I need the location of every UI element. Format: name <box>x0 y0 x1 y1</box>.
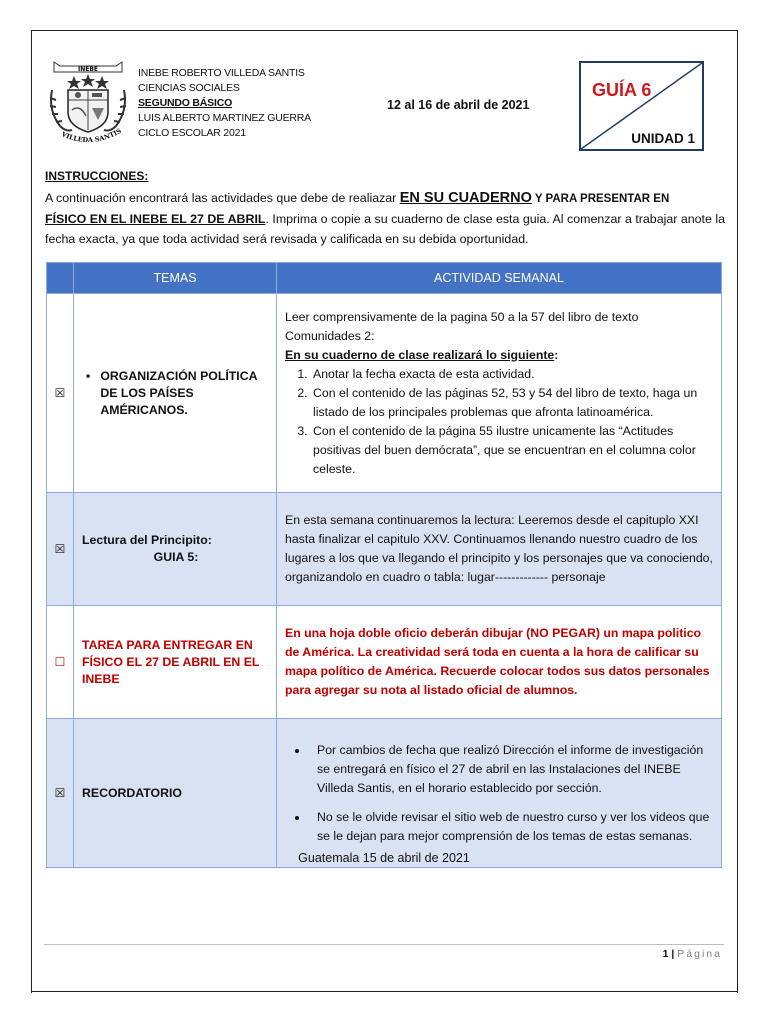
row3-checkbox[interactable]: ☐ <box>47 606 74 719</box>
row1-subheading <box>285 346 713 365</box>
header-actividad: ACTIVIDAD SEMANAL <box>277 263 722 294</box>
instructions-caps: Y PARA PRESENTAR EN <box>531 193 670 205</box>
table-row <box>47 719 722 868</box>
row1-intro: Leer comprensivamente de la pagina 50 a la 57 del libro de texto Comunidades 2: <box>285 309 639 343</box>
crest-motto-text: VILLEDA SANTIS <box>60 126 123 145</box>
row2-tema-line2: GUIA 5: <box>153 550 199 564</box>
instructions-heading: INSTRUCCIONES: <box>45 169 149 183</box>
instructions-part-2: . Imprima o copie a su cuaderno de clase esta guia. Al comenzar a trabajar anote la fecha exacta, ya que toda actividad será revisada y calificada en su debida oportunidad. <box>45 212 725 246</box>
row4-reminders <box>285 741 713 846</box>
square-bullet-icon: ▪ <box>86 368 91 383</box>
row3-actividad: En una hoja doble oficio deberán dibujar (NO PEGAR) un mapa politico de América. La creatividad será toda en cuenta a la hora de calificar su mapa político de América. Recuerde colocar todos sus datos personales para agregar su nota al listado oficial de alumnos. <box>277 606 722 719</box>
row1-subheading-text: En su cuaderno de clase realizará lo siguiente <box>285 347 555 362</box>
footer-divider <box>44 944 724 945</box>
school-crest-logo <box>46 60 130 148</box>
row1-subheading-colon: : <box>554 347 559 362</box>
activities-table <box>46 262 722 868</box>
header-temas: TEMAS <box>74 263 277 294</box>
row1-actividad <box>277 294 722 493</box>
school-year: CICLO ESCOLAR 2021 <box>138 127 246 139</box>
list-item: 2. Con el contenido de las páginas 52, 53 y 54 del libro de texto, haga un listado de los principales problemas que afronta latinoamérica. <box>311 384 713 422</box>
list-item: 1. Anotar la fecha exacta de esta actividad. <box>311 365 713 384</box>
page-number-sep: | <box>668 948 678 960</box>
row1-tema-text: ORGANIZACIÓN POLÍTICA DE LOS PAÍSES AMÉRICANOS. <box>100 368 258 417</box>
page-number <box>663 948 722 960</box>
teacher-name: LUIS ALBERTO MARTINEZ GUERRA <box>138 112 311 124</box>
week-dates: 12 al 16 de abril de 2021 <box>387 98 530 112</box>
course-name: CIENCIAS SOCIALES <box>138 82 240 94</box>
row1-steps <box>285 365 713 479</box>
row2-tema-line1: Lectura del Principito: <box>82 533 212 547</box>
grade-level: SEGUNDO BÁSICO <box>138 97 233 109</box>
row1-tema <box>74 294 277 493</box>
list-item: • No se le olvide revisar el sitio web de nuestro curso y ver los videos que se le dejan para mejor comprensión de los temas de estas semanas. <box>309 808 713 846</box>
table-row <box>47 294 722 493</box>
table-row <box>47 493 722 606</box>
header-check-col <box>47 263 74 294</box>
row1-checkbox[interactable]: ☒ <box>47 294 74 493</box>
table-header-row <box>47 263 722 294</box>
guide-number-box <box>579 61 704 151</box>
unit-number: UNIDAD 1 <box>631 131 695 146</box>
row3-tema: TAREA PARA ENTREGAR EN FÍSICO EL 27 DE ABRIL EN EL INEBE <box>74 606 277 719</box>
page-number-value: 1 <box>662 948 669 960</box>
instructions-part-1: A continuación encontrará las actividades que debe de realiazar <box>45 191 400 205</box>
instructions-text <box>45 188 725 249</box>
school-name: INEBE ROBERTO VILLEDA SANTIS <box>138 67 305 79</box>
row2-actividad: En esta semana continuaremos la lectura: Leeremos desde el capituplo XXI hasta finalizar el capitulo XXV. Continuamos llenando nuestro cuadro de los lugares a los que va llegando el principito y los personajes que va conociendo, organizandolo en cuadro o tabla: lugar------------- personaje <box>277 493 722 606</box>
table-row <box>47 606 722 719</box>
row4-checkbox[interactable]: ☒ <box>47 719 74 868</box>
instructions-deadline: FÍSICO EN EL INEBE EL 27 DE ABRIL <box>45 212 266 226</box>
row2-tema <box>74 493 277 606</box>
crest-banner-text: INEBE <box>77 66 99 73</box>
page-label: Página <box>677 948 722 960</box>
place-date: Guatemala 15 de abril de 2021 <box>298 851 470 865</box>
instructions-emphasis: EN SU CUADERNO <box>399 190 532 206</box>
row4-actividad <box>277 719 722 868</box>
page-border-bottom <box>31 991 737 992</box>
row2-checkbox[interactable]: ☒ <box>47 493 74 606</box>
list-item: • Por cambios de fecha que realizó Dirección el informe de investigación se entregará en físico el 27 de abril en las Instalaciones del INEBE Villeda Santis, en el horario establecido por sección. <box>309 741 713 798</box>
row4-tema: RECORDATORIO <box>74 719 277 868</box>
school-info <box>138 66 311 141</box>
guide-number: GUÍA 6 <box>592 80 652 100</box>
list-item: 3. Con el contenido de la página 55 ilustre unicamente las “Actitudes positivas del buen demócrata”, que se encuentran en el columna color celeste. <box>311 422 713 479</box>
